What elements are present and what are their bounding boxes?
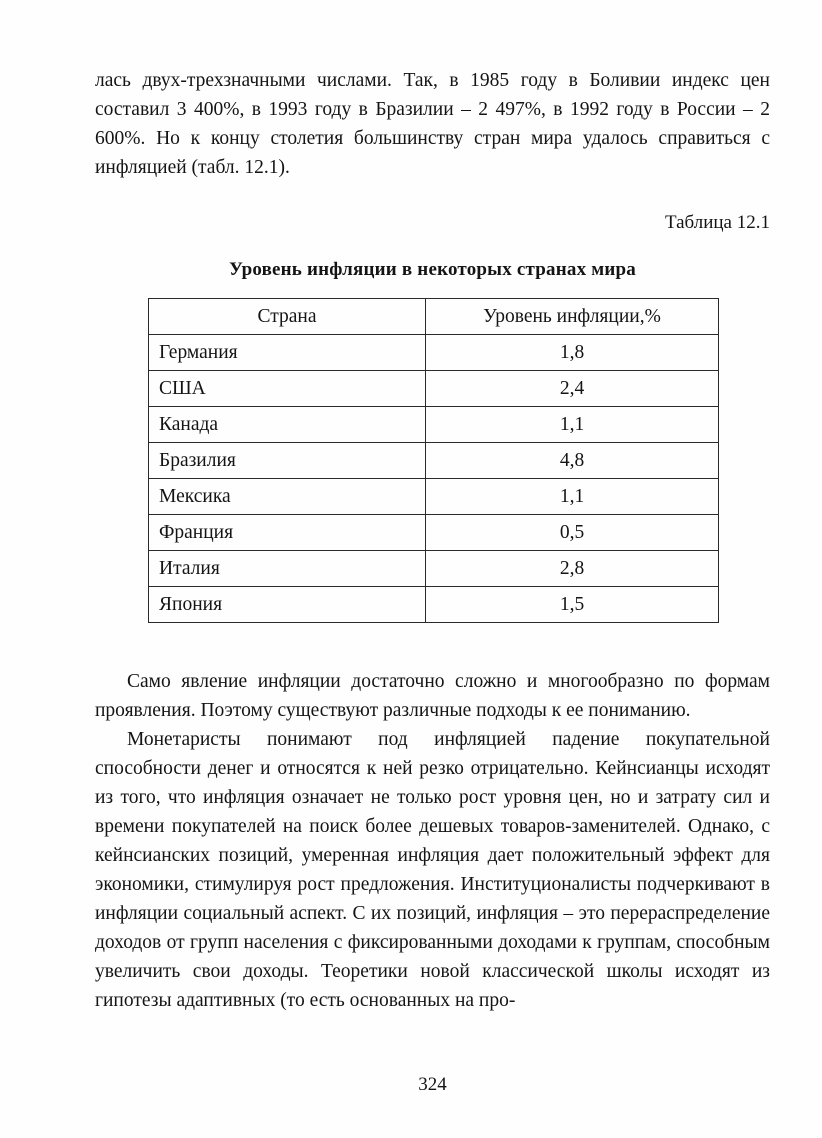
column-header-country: Страна (149, 299, 426, 335)
inflation-table (148, 298, 719, 623)
table-row (149, 371, 719, 407)
country-cell: Япония (149, 587, 426, 623)
inflation-value-cell: 1,8 (426, 335, 719, 371)
top-paragraph: лась двух-трехзначными числами. Так, в 1985 году в Боливии индекс цен составил 3 400%, в 1993 году в Бразилии – 2 497%, в 1992 году в России – 2 600%. Но к концу столетия большинству стран мира удалось справиться с инфляцией (табл. 12.1). (95, 70, 770, 178)
table-row (149, 443, 719, 479)
inflation-value-cell: 1,1 (426, 407, 719, 443)
body-paragraph-1: Само явление инфляции достаточно сложно и многообразно по формам проявления. Поэтому существуют различные подходы к ее пониманию. (95, 671, 770, 721)
country-cell: Франция (149, 515, 426, 551)
country-cell: Италия (149, 551, 426, 587)
table-body (149, 335, 719, 623)
country-cell: Германия (149, 335, 426, 371)
table-row (149, 587, 719, 623)
inflation-value-cell: 2,4 (426, 371, 719, 407)
column-header-inflation: Уровень инфляции,% (426, 299, 719, 335)
inflation-value-cell: 4,8 (426, 443, 719, 479)
table-row (149, 335, 719, 371)
table-row (149, 479, 719, 515)
table-row (149, 407, 719, 443)
country-cell: Канада (149, 407, 426, 443)
inflation-value-cell: 1,5 (426, 587, 719, 623)
inflation-value-cell: 2,8 (426, 551, 719, 587)
page-number: 324 (418, 1074, 447, 1095)
table-caption: Таблица 12.1 (664, 212, 770, 233)
country-cell: Бразилия (149, 443, 426, 479)
body-paragraph-2: Монетаристы понимают под инфляцией падение покупательной способности денег и относятся к ней резко отрицательно. Кейнсианцы исходят из того, что инфляция означает не только рост уровня цен, но и затрату сил и времени покупателей на поиск более дешевых товаров-заменителей. Однако, с кейнсианских позиций, умеренная инфляция дает положительный эффект для экономики, стимулируя рост предложения. Институционалисты подчеркивают в инфляции социальный аспект. С их позиций, инфляция – это перераспределение доходов от групп населения с фиксированными доходами к группам, способным увеличить свои доходы. Теоретики новой классической школы исходят из гипотезы адаптивных (то есть основанных на про- (95, 729, 770, 1011)
country-cell: США (149, 371, 426, 407)
table-title: Уровень инфляции в некоторых странах мира (228, 259, 636, 280)
table-row (149, 515, 719, 551)
table-row (149, 551, 719, 587)
country-cell: Мексика (149, 479, 426, 515)
table-header-row (149, 299, 719, 335)
inflation-value-cell: 0,5 (426, 515, 719, 551)
inflation-value-cell: 1,1 (426, 479, 719, 515)
